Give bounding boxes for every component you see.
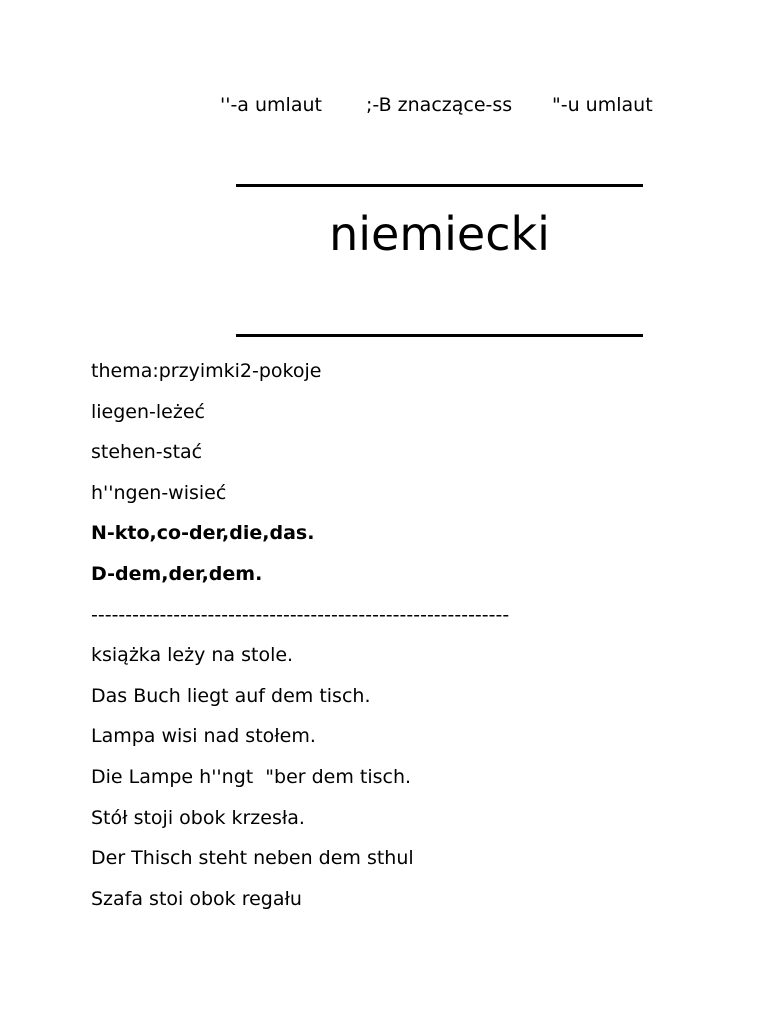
text-line: Lampa wisi nad stołem. <box>91 725 316 748</box>
text-line: liegen-leżeć <box>91 400 205 423</box>
page-title: niemiecki <box>329 207 550 261</box>
text-line: stehen-stać <box>91 441 203 464</box>
title-rule-top <box>236 184 643 187</box>
text-line: N-kto,co-der,die,das. <box>91 522 315 545</box>
vocabulary-list <box>91 357 509 925</box>
text-line: Der Thisch steht neben dem sthul <box>91 847 414 870</box>
text-line: thema:przyimki2-pokoje <box>91 360 322 382</box>
separator-line: ------------------------------------------------------------- <box>91 603 510 626</box>
text-line: h''ngen-wisieć <box>91 481 227 504</box>
text-line: D-dem,der,dem. <box>91 562 263 585</box>
text-line: Szafa stoi obok regału <box>91 887 302 910</box>
text-line: Das Buch liegt auf dem tisch. <box>91 684 371 707</box>
legend-a-umlaut: ''-a umlaut <box>220 94 322 116</box>
text-line: książka leży na stole. <box>91 644 294 667</box>
legend-sharp-s: ;-B znaczące-ss <box>366 94 513 116</box>
legend-u-umlaut: "-u umlaut <box>552 94 653 116</box>
title-rule-bottom <box>236 334 643 337</box>
text-line: Die Lampe h''ngt "ber dem tisch. <box>91 765 412 788</box>
text-line: Stół stoji obok krzesła. <box>91 806 305 829</box>
